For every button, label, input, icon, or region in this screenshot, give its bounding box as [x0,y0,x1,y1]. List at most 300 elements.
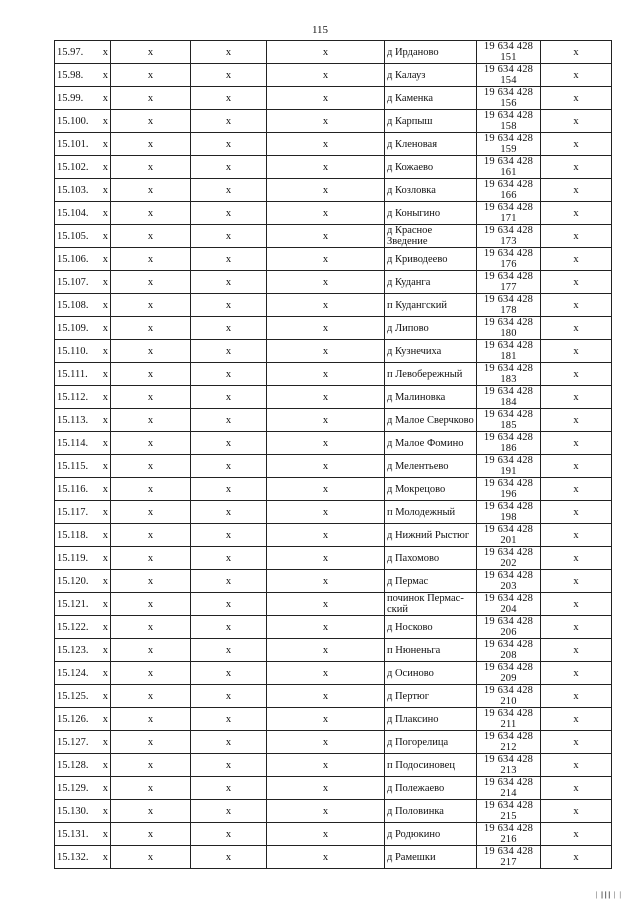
oktmo-code: 19 634 428 215 [477,800,541,823]
row-number [55,133,111,156]
oktmo-code: 19 634 428 198 [477,501,541,524]
oktmo-code: 19 634 428 158 [477,110,541,133]
cell-x: x [541,225,612,248]
table-row [55,271,612,294]
row-number-text: 15.102. [57,161,89,173]
table-row [55,317,612,340]
settlement-name: д Погорелица [385,731,477,754]
row-number [55,685,111,708]
oktmo-code: 19 634 428 213 [477,754,541,777]
oktmo-code: 19 634 428 161 [477,156,541,179]
cell-x: x [191,248,267,271]
cell-x: x [267,271,385,294]
row-number-text: 15.125. [57,690,89,702]
row-number-text: 15.106. [57,253,89,265]
oktmo-code: 19 634 428 176 [477,248,541,271]
row-number [55,363,111,386]
cell-x: x [541,64,612,87]
settlement-name: д Родюкино [385,823,477,846]
cell-x: x [541,593,612,616]
table-row [55,662,612,685]
cell-x: x [191,87,267,110]
row-number-text: 15.113. [57,414,89,426]
cell-x: x [111,685,191,708]
oktmo-code: 19 634 428 214 [477,777,541,800]
oktmo-code: 19 634 428 209 [477,662,541,685]
table-row [55,340,612,363]
row-number-text: 15.98. [57,69,84,81]
cell-x: x [541,133,612,156]
cell-x: x [191,294,267,317]
cell-x: x [111,110,191,133]
cell-x: x [541,110,612,133]
settlement-name: д Половинка [385,800,477,823]
cell-x: x [102,575,108,587]
cell-x: x [111,225,191,248]
settlement-name: д Пертюг [385,685,477,708]
cell-x: x [191,202,267,225]
settlement-name: д Мелентьево [385,455,477,478]
row-number [55,409,111,432]
cell-x: x [541,87,612,110]
cell-x: x [267,708,385,731]
table-body [55,41,612,869]
oktmo-code: 19 634 428 171 [477,202,541,225]
cell-x: x [191,570,267,593]
table-row [55,616,612,639]
row-number [55,432,111,455]
settlement-name: д Коныгино [385,202,477,225]
row-number-text: 15.124. [57,667,89,679]
cell-x: x [541,432,612,455]
cell-x: x [191,593,267,616]
cell-x: x [191,616,267,639]
cell-x: x [541,294,612,317]
row-number-text: 15.100. [57,115,89,127]
oktmo-code: 19 634 428 166 [477,179,541,202]
cell-x: x [267,317,385,340]
cell-x: x [102,851,108,863]
cell-x: x [102,115,108,127]
cell-x: x [267,409,385,432]
cell-x: x [111,317,191,340]
cell-x: x [541,823,612,846]
row-number-text: 15.128. [57,759,89,771]
cell-x: x [191,455,267,478]
row-number [55,570,111,593]
cell-x: x [267,179,385,202]
table-row [55,685,612,708]
cell-x: x [541,156,612,179]
row-number [55,777,111,800]
table-row [55,156,612,179]
cell-x: x [111,800,191,823]
table-row [55,294,612,317]
row-number [55,823,111,846]
cell-x: x [102,598,108,610]
cell-x: x [267,133,385,156]
cell-x: x [267,110,385,133]
settlement-name: д Малиновка [385,386,477,409]
cell-x: x [267,547,385,570]
cell-x: x [191,110,267,133]
settlement-name: д Каменка [385,87,477,110]
cell-x: x [102,368,108,380]
settlement-name: д Рамешки [385,846,477,869]
row-number-text: 15.109. [57,322,89,334]
row-number [55,455,111,478]
settlement-name: д Пермас [385,570,477,593]
cell-x: x [111,708,191,731]
oktmo-code: 19 634 428 204 [477,593,541,616]
row-number-text: 15.99. [57,92,84,104]
row-number [55,156,111,179]
row-number-text: 15.104. [57,207,89,219]
settlement-name: п Молодежный [385,501,477,524]
cell-x: x [191,823,267,846]
settlement-name: д Мокрецово [385,478,477,501]
cell-x: x [191,271,267,294]
cell-x: x [102,460,108,472]
cell-x: x [111,501,191,524]
cell-x: x [267,524,385,547]
oktmo-code: 19 634 428 186 [477,432,541,455]
row-number-text: 15.120. [57,575,89,587]
cell-x: x [102,391,108,403]
row-number [55,754,111,777]
row-number-text: 15.123. [57,644,89,656]
cell-x: x [102,184,108,196]
table-row [55,823,612,846]
cell-x: x [102,322,108,334]
cell-x: x [102,161,108,173]
table-row [55,800,612,823]
settlement-name: д Нижний Рыстюг [385,524,477,547]
cell-x: x [267,478,385,501]
row-number-text: 15.107. [57,276,89,288]
cell-x: x [102,552,108,564]
oktmo-code: 19 634 428 202 [477,547,541,570]
table-row [55,409,612,432]
page-number: 115 [311,24,329,36]
row-number-text: 15.112. [57,391,89,403]
cell-x: x [102,46,108,58]
row-number-text: 15.121. [57,598,89,610]
cell-x: x [102,621,108,633]
settlement-name: п Нюненьга [385,639,477,662]
row-number [55,708,111,731]
cell-x: x [191,777,267,800]
cell-x: x [541,616,612,639]
cell-x: x [541,248,612,271]
settlement-name: п Подосиновец [385,754,477,777]
row-number [55,202,111,225]
cell-x: x [102,805,108,817]
table-row [55,248,612,271]
cell-x: x [191,754,267,777]
cell-x: x [541,685,612,708]
cell-x: x [191,708,267,731]
row-number [55,340,111,363]
row-number [55,662,111,685]
oktmo-code: 19 634 428 181 [477,340,541,363]
cell-x: x [267,593,385,616]
cell-x: x [102,644,108,656]
cell-x: x [541,846,612,869]
cell-x: x [267,432,385,455]
cell-x: x [191,639,267,662]
table-row [55,570,612,593]
row-number [55,110,111,133]
row-number [55,386,111,409]
cell-x: x [191,731,267,754]
settlement-name: д Осиново [385,662,477,685]
cell-x: x [267,248,385,271]
cell-x: x [267,87,385,110]
oktmo-code: 19 634 428 185 [477,409,541,432]
settlement-name: д Калауз [385,64,477,87]
row-number [55,731,111,754]
cell-x: x [267,570,385,593]
row-number [55,225,111,248]
cell-x: x [267,731,385,754]
cell-x: x [191,317,267,340]
oktmo-code: 19 634 428 206 [477,616,541,639]
oktmo-code: 19 634 428 178 [477,294,541,317]
row-number-text: 15.119. [57,552,89,564]
settlement-name: д Малое Фомино [385,432,477,455]
row-number [55,547,111,570]
cell-x: x [267,846,385,869]
oktmo-code: 19 634 428 203 [477,570,541,593]
cell-x: x [102,437,108,449]
oktmo-code: 19 634 428 173 [477,225,541,248]
cell-x: x [541,800,612,823]
row-number-text: 15.114. [57,437,89,449]
cell-x: x [111,41,191,64]
cell-x: x [111,639,191,662]
cell-x: x [111,87,191,110]
cell-x: x [267,363,385,386]
oktmo-code: 19 634 428 211 [477,708,541,731]
cell-x: x [102,690,108,702]
cell-x: x [102,759,108,771]
cell-x: x [102,138,108,150]
cell-x: x [191,41,267,64]
oktmo-code: 19 634 428 212 [477,731,541,754]
cell-x: x [111,202,191,225]
cell-x: x [541,731,612,754]
scan-marks: │ ┃┃┃ │ │ [594,892,622,899]
cell-x: x [191,156,267,179]
cell-x: x [541,662,612,685]
settlement-name: д Липово [385,317,477,340]
cell-x: x [267,386,385,409]
settlements-table [54,40,612,869]
row-number [55,639,111,662]
cell-x: x [191,547,267,570]
oktmo-code: 19 634 428 210 [477,685,541,708]
table-row [55,87,612,110]
cell-x: x [191,133,267,156]
row-number [55,248,111,271]
table-row [55,547,612,570]
cell-x: x [267,64,385,87]
cell-x: x [541,386,612,409]
cell-x: x [191,432,267,455]
table-row [55,386,612,409]
cell-x: x [541,524,612,547]
cell-x: x [541,271,612,294]
cell-x: x [267,41,385,64]
cell-x: x [541,455,612,478]
cell-x: x [541,570,612,593]
row-number-text: 15.105. [57,230,89,242]
cell-x: x [267,662,385,685]
row-number-text: 15.103. [57,184,89,196]
cell-x: x [111,363,191,386]
settlement-name: д Кленовая [385,133,477,156]
cell-x: x [111,340,191,363]
settlement-name: д Криводеево [385,248,477,271]
cell-x: x [102,483,108,495]
oktmo-code: 19 634 428 154 [477,64,541,87]
table-row [55,41,612,64]
settlement-name: п Кудангский [385,294,477,317]
oktmo-code: 19 634 428 208 [477,639,541,662]
oktmo-code: 19 634 428 216 [477,823,541,846]
cell-x: x [102,345,108,357]
cell-x: x [111,731,191,754]
cell-x: x [267,202,385,225]
settlement-name: д Полежаево [385,777,477,800]
cell-x: x [102,828,108,840]
cell-x: x [541,340,612,363]
settlement-name: п Левобережный [385,363,477,386]
cell-x: x [111,846,191,869]
row-number-text: 15.111. [57,368,88,380]
cell-x: x [541,41,612,64]
row-number [55,524,111,547]
cell-x: x [191,363,267,386]
table-row [55,432,612,455]
row-number-text: 15.118. [57,529,89,541]
cell-x: x [111,386,191,409]
table-row [55,202,612,225]
cell-x: x [111,754,191,777]
table-row [55,179,612,202]
cell-x: x [111,823,191,846]
cell-x: x [541,409,612,432]
table-row [55,133,612,156]
cell-x: x [191,662,267,685]
cell-x: x [267,455,385,478]
cell-x: x [111,455,191,478]
cell-x: x [191,501,267,524]
cell-x: x [111,777,191,800]
row-number-text: 15.110. [57,345,89,357]
cell-x: x [541,708,612,731]
oktmo-code: 19 634 428 180 [477,317,541,340]
cell-x: x [102,276,108,288]
cell-x: x [267,685,385,708]
row-number-text: 15.122. [57,621,89,633]
oktmo-code: 19 634 428 196 [477,478,541,501]
cell-x: x [102,414,108,426]
settlement-name: д Кузнечиха [385,340,477,363]
row-number-text: 15.117. [57,506,89,518]
cell-x: x [102,713,108,725]
table-row [55,639,612,662]
table-row [55,64,612,87]
cell-x: x [267,340,385,363]
cell-x: x [191,386,267,409]
cell-x: x [102,69,108,81]
cell-x: x [191,524,267,547]
cell-x: x [111,64,191,87]
table-row [55,846,612,869]
cell-x: x [191,64,267,87]
settlement-name: д Плаксино [385,708,477,731]
cell-x: x [191,340,267,363]
cell-x: x [111,432,191,455]
oktmo-code: 19 634 428 183 [477,363,541,386]
cell-x: x [267,823,385,846]
row-number [55,800,111,823]
table-row [55,777,612,800]
cell-x: x [111,409,191,432]
cell-x: x [541,202,612,225]
row-number [55,616,111,639]
table-row [55,110,612,133]
row-number-text: 15.101. [57,138,89,150]
row-number-text: 15.126. [57,713,89,725]
row-number [55,846,111,869]
table-row [55,225,612,248]
row-number-text: 15.108. [57,299,89,311]
row-number [55,478,111,501]
cell-x: x [267,800,385,823]
cell-x: x [541,754,612,777]
cell-x: x [267,616,385,639]
row-number [55,64,111,87]
cell-x: x [541,501,612,524]
row-number [55,179,111,202]
settlement-name: д Пахомово [385,547,477,570]
cell-x: x [267,501,385,524]
table-row [55,478,612,501]
row-number-text: 15.129. [57,782,89,794]
cell-x: x [102,299,108,311]
cell-x: x [111,248,191,271]
cell-x: x [111,156,191,179]
table-row [55,708,612,731]
settlement-name: д Малое Сверчково [385,409,477,432]
row-number [55,501,111,524]
settlement-name: д Кожаево [385,156,477,179]
cell-x: x [111,616,191,639]
table-row [55,754,612,777]
oktmo-code: 19 634 428 177 [477,271,541,294]
cell-x: x [111,271,191,294]
row-number-text: 15.97. [57,46,84,58]
table-row [55,363,612,386]
cell-x: x [267,754,385,777]
cell-x: x [541,179,612,202]
cell-x: x [111,547,191,570]
row-number-text: 15.127. [57,736,89,748]
oktmo-code: 19 634 428 217 [477,846,541,869]
